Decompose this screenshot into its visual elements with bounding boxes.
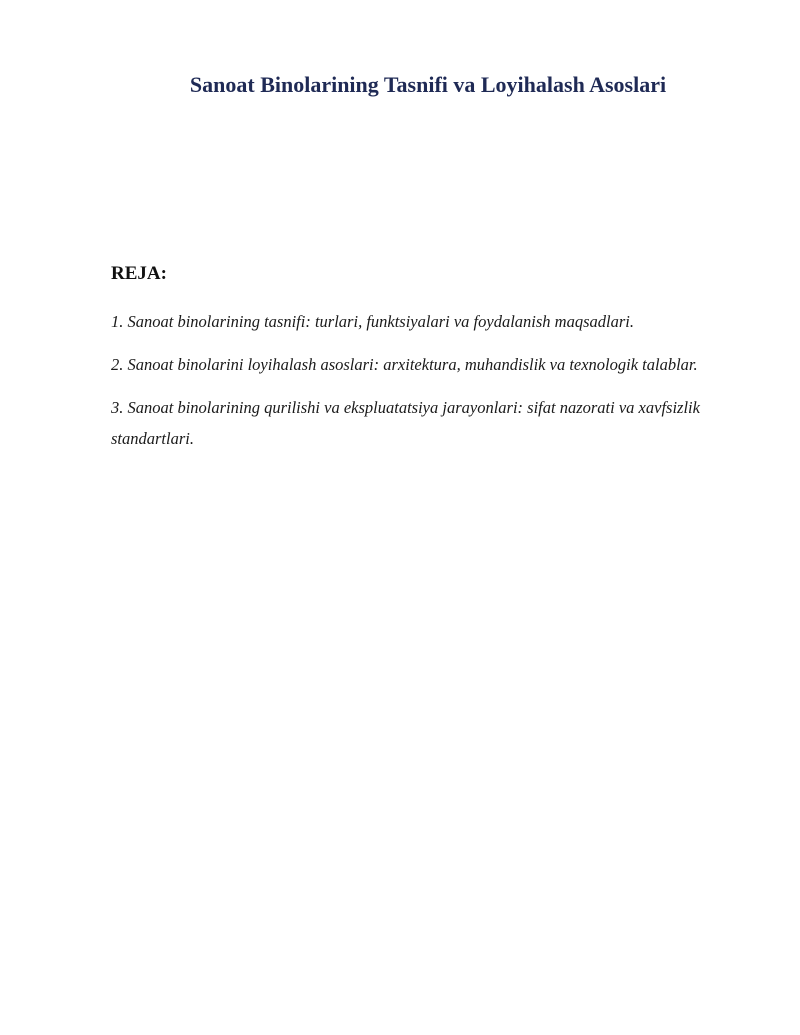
- plan-item-1: 1. Sanoat binolarining tasnifi: turlari, funktsiyalari va foydalanish maqsadlari.: [111, 312, 634, 331]
- plan-heading: REJA:: [111, 263, 167, 284]
- plan-item-2: 2. Sanoat binolarini loyihalash asoslari: arxitektura, muhandislik va texnologik talablar.: [111, 355, 698, 374]
- document-title: Sanoat Binolarining Tasnifi va Loyihalash Asoslari: [189, 72, 667, 97]
- plan-item-3: 3. Sanoat binolarining qurilishi va ekspluatatsiya jarayonlari: sifat nazorati va xavfsizlik standartlari.: [111, 398, 700, 448]
- plan-list: [111, 306, 711, 466]
